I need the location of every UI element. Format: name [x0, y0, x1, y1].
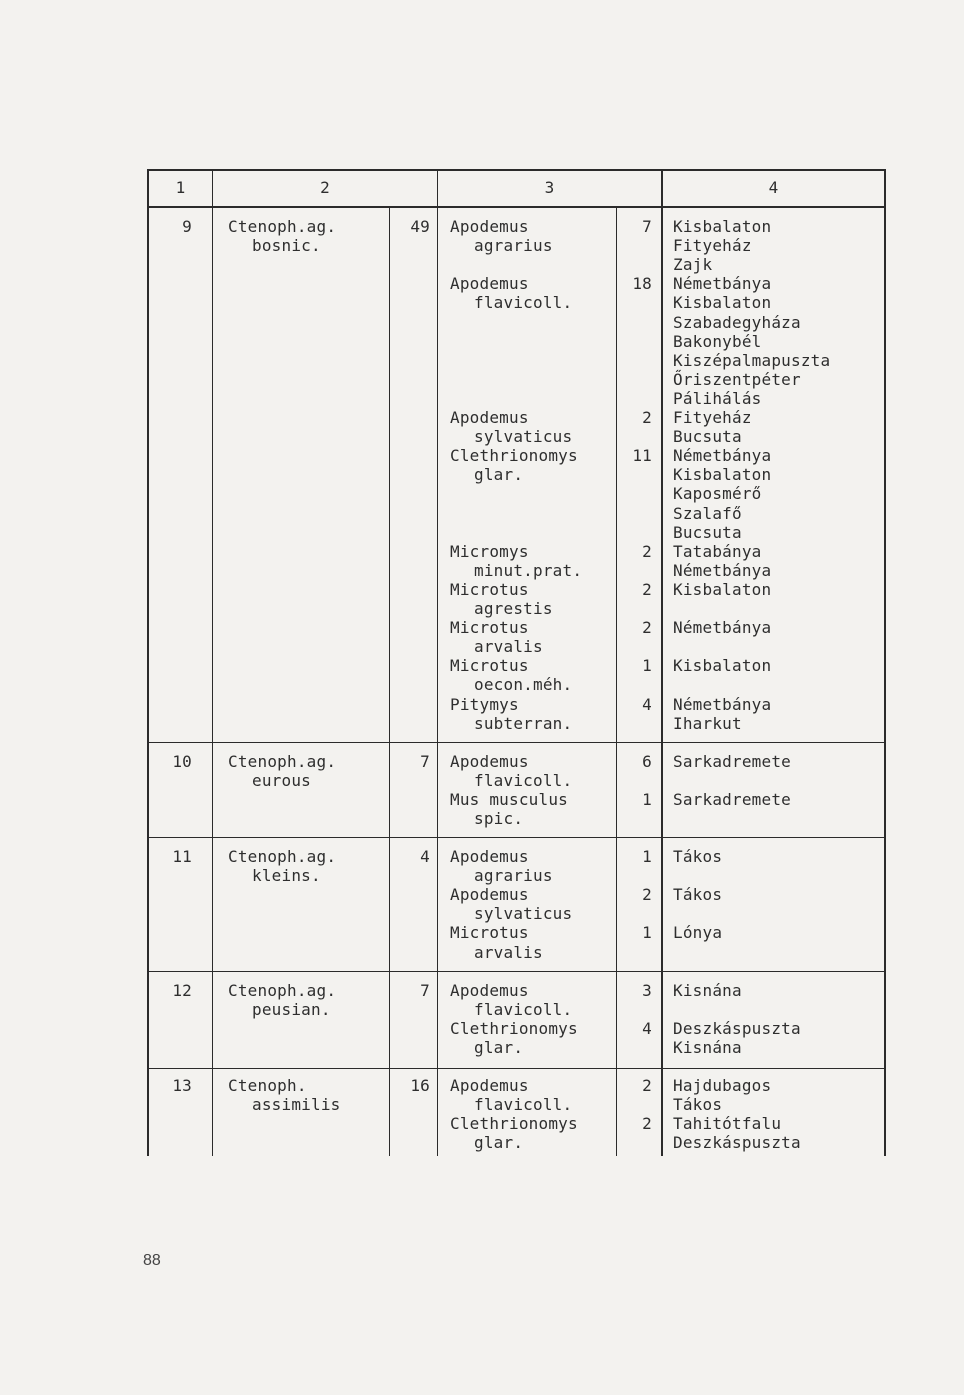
- column-divider: [389, 208, 390, 1156]
- locality: Kisbalaton: [673, 465, 772, 485]
- locality: Hajdubagos: [673, 1076, 772, 1095]
- species-name-line: Ctenoph.ag.: [228, 752, 337, 771]
- locality: Deszkáspuszta: [673, 1019, 801, 1039]
- species-name-line: Ctenoph.ag.: [228, 981, 337, 1000]
- host-name-line: agrarius: [474, 866, 553, 886]
- host-count: 18: [632, 274, 652, 294]
- host-count: 2: [642, 1076, 652, 1095]
- locality: Tákos: [673, 885, 723, 905]
- locality: Őriszentpéter: [673, 369, 801, 389]
- host-name-line: Micromys: [450, 541, 529, 561]
- host-count: 2: [642, 618, 652, 638]
- species-name-line: Ctenoph.ag.: [228, 847, 337, 866]
- locality: Kisnána: [673, 1038, 742, 1058]
- locality: Bucsuta: [673, 427, 742, 447]
- specimen-count: 16: [410, 1076, 430, 1095]
- host-name-line: Clethrionomys: [450, 1019, 578, 1039]
- host-name-line: Apodemus: [450, 847, 529, 866]
- row-number: 10: [172, 752, 192, 771]
- specimen-count: 4: [420, 847, 430, 866]
- host-name-line: Apodemus: [450, 981, 529, 1000]
- host-name-line: Microtus: [450, 618, 529, 638]
- locality: Németbánya: [673, 274, 772, 294]
- locality: Tákos: [673, 847, 723, 866]
- host-name-line: flavicoll.: [474, 1095, 573, 1115]
- locality: Kisnána: [673, 981, 742, 1000]
- host-name-line: Apodemus: [450, 217, 529, 236]
- host-name-line: oecon.méh.: [474, 675, 573, 695]
- host-count: 2: [642, 1114, 652, 1134]
- locality: Kisbalaton: [673, 217, 772, 236]
- locality: Bucsuta: [673, 522, 742, 542]
- locality: Németbánya: [673, 618, 772, 638]
- host-name-line: Microtus: [450, 923, 529, 943]
- specimen-count: 7: [420, 752, 430, 771]
- locality: Lónya: [673, 923, 723, 943]
- species-name-line: bosnic.: [252, 236, 321, 256]
- specimen-count: 7: [420, 981, 430, 1000]
- specimen-count: 49: [410, 217, 430, 236]
- host-name-line: glar.: [474, 1133, 524, 1153]
- host-count: 2: [642, 408, 652, 427]
- row-divider: [147, 837, 886, 838]
- locality: Kaposmérő: [673, 484, 762, 504]
- column-header-2: 2: [320, 178, 330, 197]
- locality: Bakonybél: [673, 331, 762, 351]
- column-header-3: 3: [544, 178, 555, 197]
- host-count: 1: [642, 847, 652, 866]
- locality: Pálihálás: [673, 388, 762, 408]
- host-name-line: Mus musculus: [450, 790, 568, 810]
- host-name-line: arvalis: [474, 942, 543, 962]
- species-name-line: eurous: [252, 771, 311, 791]
- host-count: 4: [642, 694, 652, 714]
- locality: Szabadegyháza: [673, 312, 801, 332]
- column-header-1: 1: [175, 178, 186, 197]
- host-count: 1: [642, 656, 652, 676]
- locality: Deszkáspuszta: [673, 1133, 801, 1153]
- row-divider: [147, 742, 886, 743]
- host-name-line: Apodemus: [450, 885, 529, 905]
- host-name-line: Apodemus: [450, 274, 529, 294]
- host-name-line: Apodemus: [450, 752, 529, 771]
- locality: Fityeház: [673, 408, 752, 427]
- host-name-line: flavicoll.: [474, 771, 573, 791]
- column-divider: [212, 169, 213, 1156]
- host-count: 3: [642, 981, 652, 1000]
- locality: Sarkadremete: [673, 790, 791, 810]
- row-number: 12: [172, 981, 192, 1000]
- host-name-line: agrestis: [474, 599, 553, 618]
- host-name-line: agrarius: [474, 236, 553, 256]
- host-name-line: spic.: [474, 809, 524, 829]
- host-count: 2: [642, 579, 652, 599]
- host-name-line: Clethrionomys: [450, 1114, 578, 1134]
- row-number: 9: [182, 217, 192, 236]
- column-divider: [147, 169, 149, 1156]
- species-name-line: Ctenoph.ag.: [228, 217, 337, 236]
- host-name-line: Clethrionomys: [450, 446, 578, 466]
- species-name-line: peusian.: [252, 1000, 331, 1020]
- locality: Tákos: [673, 1095, 723, 1115]
- row-number: 11: [172, 847, 192, 866]
- row-divider: [147, 971, 886, 972]
- locality: Kisbalaton: [673, 579, 772, 599]
- host-name-line: Apodemus: [450, 1076, 529, 1095]
- host-name-line: minut.prat.: [474, 560, 583, 580]
- species-name-line: Ctenoph.: [228, 1076, 307, 1095]
- host-name-line: arvalis: [474, 637, 543, 657]
- column-divider: [661, 169, 663, 1156]
- host-count: 11: [632, 446, 652, 466]
- host-name-line: Microtus: [450, 579, 529, 599]
- species-name-line: kleins.: [252, 866, 321, 886]
- column-divider: [616, 208, 617, 1156]
- locality: Tatabánya: [673, 541, 762, 561]
- column-divider: [884, 169, 886, 1156]
- host-count: 1: [642, 923, 652, 943]
- locality: Szalafő: [673, 503, 742, 523]
- host-name-line: Pitymys: [450, 694, 519, 714]
- page-number: 88: [143, 1252, 161, 1269]
- host-count: 1: [642, 790, 652, 810]
- host-count: 2: [642, 541, 652, 561]
- host-name-line: flavicoll.: [474, 1000, 573, 1020]
- host-name-line: Microtus: [450, 656, 529, 676]
- host-count: 7: [642, 217, 652, 236]
- locality: Kisbalaton: [673, 293, 772, 313]
- row-divider: [147, 1068, 886, 1069]
- host-count: 2: [642, 885, 652, 905]
- column-divider: [437, 169, 438, 1156]
- locality: Kisbalaton: [673, 656, 772, 676]
- species-name-line: assimilis: [252, 1095, 341, 1115]
- locality: Németbánya: [673, 694, 772, 714]
- table-top-border: [147, 169, 886, 171]
- locality: Tahitótfalu: [673, 1114, 782, 1134]
- header-bottom-border: [147, 206, 886, 208]
- host-name-line: sylvaticus: [474, 427, 573, 447]
- locality: Németbánya: [673, 446, 772, 466]
- locality: Kiszépalmapuszta: [673, 350, 831, 370]
- host-name-line: flavicoll.: [474, 293, 573, 313]
- column-header-4: 4: [768, 178, 779, 197]
- host-name-line: sylvaticus: [474, 904, 573, 924]
- host-count: 6: [642, 752, 652, 771]
- host-name-line: glar.: [474, 1038, 524, 1058]
- host-count: 4: [642, 1019, 652, 1039]
- locality: Fityeház: [673, 236, 752, 256]
- host-name-line: subterran.: [474, 713, 573, 733]
- locality: Sarkadremete: [673, 752, 791, 771]
- locality: Németbánya: [673, 560, 772, 580]
- host-name-line: Apodemus: [450, 408, 529, 427]
- locality: Zajk: [673, 255, 713, 275]
- row-number: 13: [172, 1076, 192, 1095]
- host-name-line: glar.: [474, 465, 524, 485]
- locality: Iharkut: [673, 713, 742, 733]
